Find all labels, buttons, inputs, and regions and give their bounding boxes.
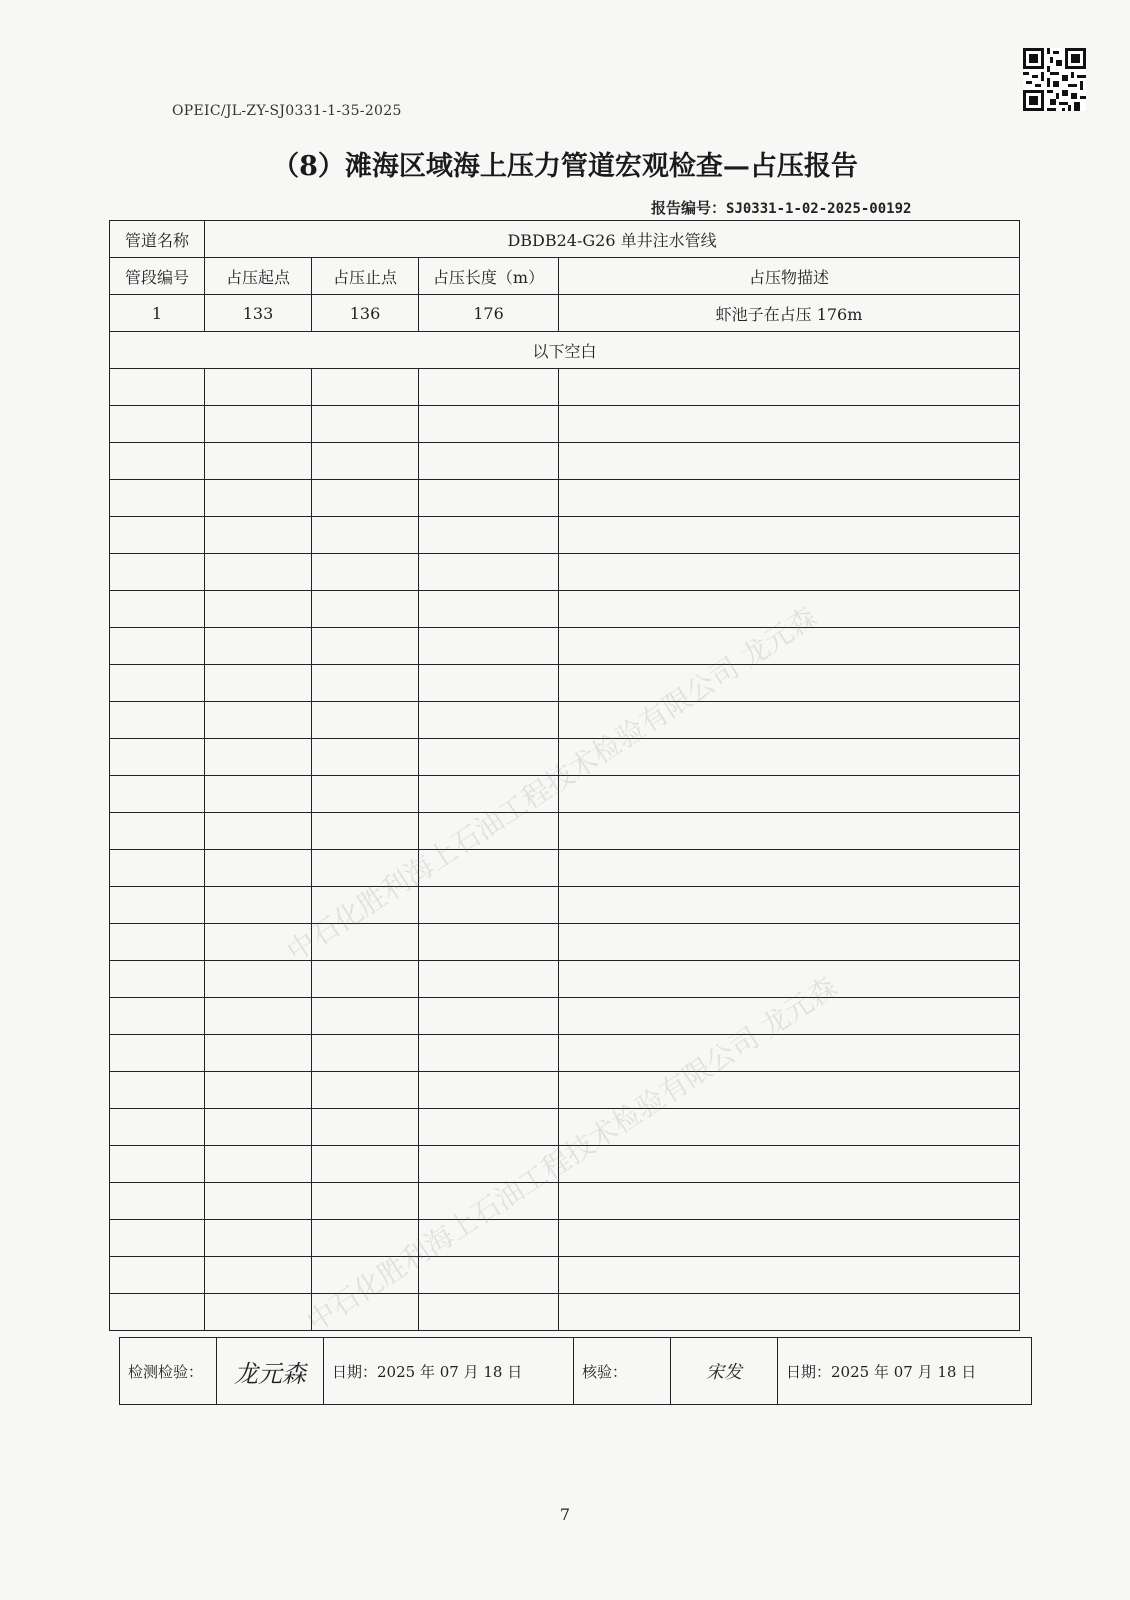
empty-cell [419,517,559,554]
empty-cell [205,813,312,850]
empty-cell [110,517,205,554]
empty-cell [110,813,205,850]
watermark: 中石化胜利海上石油工程技术检验有限公司 龙元森 [300,970,844,1339]
empty-cell [205,554,312,591]
empty-cell [312,887,419,924]
reviewer-signature [671,1338,778,1405]
empty-cell [419,850,559,887]
empty-cell [419,554,559,591]
empty-cell [205,1146,312,1183]
empty-cell [110,369,205,406]
empty-row [110,776,1020,813]
empty-cell [419,480,559,517]
empty-cell [419,776,559,813]
empty-cell [110,702,205,739]
empty-cell [110,628,205,665]
empty-cell [205,1109,312,1146]
empty-cell [419,1109,559,1146]
page-number: 7 [559,1505,571,1524]
empty-cell [312,1257,419,1294]
empty-cell [205,628,312,665]
empty-cell [312,850,419,887]
table-row [110,295,1020,332]
empty-cell [419,369,559,406]
empty-cell [559,628,1020,665]
empty-cell [559,406,1020,443]
empty-row [110,702,1020,739]
empty-row [110,739,1020,776]
empty-cell [419,1072,559,1109]
empty-cell [312,1220,419,1257]
empty-cell [205,1072,312,1109]
empty-row [110,480,1020,517]
empty-cell [559,850,1020,887]
empty-row [110,591,1020,628]
occupation-table [109,220,1020,1331]
empty-cell [110,850,205,887]
empty-row [110,813,1020,850]
empty-cell [419,813,559,850]
empty-cell [419,1220,559,1257]
empty-cell [419,1183,559,1220]
empty-row [110,1294,1020,1331]
empty-cell [110,1072,205,1109]
pipeline-name-row [110,221,1020,258]
segment-number: 1 [110,295,205,332]
watermark: 中石化胜利海上石油工程技术检验有限公司 龙元森 [280,600,824,969]
empty-cell [559,1109,1020,1146]
empty-cell [205,1257,312,1294]
blank-note: 以下空白 [110,332,1020,369]
empty-row [110,1220,1020,1257]
empty-cell [312,665,419,702]
pipeline-name-value: DBDB24-G26 单井注水管线 [205,221,1020,258]
occupation-start: 133 [205,295,312,332]
empty-cell [110,1220,205,1257]
reviewer-date: 日期：2025 年 07 月 18 日 [778,1338,1032,1405]
empty-cell [312,554,419,591]
column-header: 占压长度（m） [419,258,559,295]
empty-cell [559,1220,1020,1257]
empty-cell [110,1146,205,1183]
empty-cell [419,702,559,739]
empty-cell [559,702,1020,739]
empty-cell [312,1183,419,1220]
empty-cell [312,628,419,665]
empty-cell [110,887,205,924]
empty-cell [205,443,312,480]
empty-row [110,665,1020,702]
empty-cell [110,776,205,813]
empty-cell [419,1294,559,1331]
empty-cell [205,591,312,628]
empty-row [110,406,1020,443]
empty-row [110,1109,1020,1146]
empty-cell [312,1072,419,1109]
empty-row [110,924,1020,961]
empty-cell [419,443,559,480]
empty-cell [312,480,419,517]
empty-cell [419,406,559,443]
empty-cell [312,1146,419,1183]
inspector-label: 检测检验： [120,1338,217,1405]
empty-cell [205,961,312,998]
empty-cell [110,443,205,480]
empty-cell [559,517,1020,554]
empty-cell [559,1257,1020,1294]
empty-cell [312,591,419,628]
empty-cell [559,665,1020,702]
empty-row [110,1146,1020,1183]
empty-cell [312,443,419,480]
pipeline-name-label: 管道名称 [110,221,205,258]
empty-row [110,961,1020,998]
empty-cell [419,1257,559,1294]
empty-row [110,443,1020,480]
empty-cell [110,739,205,776]
empty-cell [419,1146,559,1183]
column-header: 管段编号 [110,258,205,295]
empty-cell [110,406,205,443]
empty-cell [559,813,1020,850]
empty-row [110,1183,1020,1220]
empty-row [110,850,1020,887]
empty-cell [312,369,419,406]
empty-cell [312,739,419,776]
occupation-end: 136 [312,295,419,332]
empty-cell [205,369,312,406]
empty-cell [419,1035,559,1072]
empty-cell [205,665,312,702]
empty-row [110,998,1020,1035]
empty-cell [205,1220,312,1257]
empty-cell [419,628,559,665]
empty-cell [559,1146,1020,1183]
empty-cell [110,1183,205,1220]
occupation-length: 176 [419,295,559,332]
empty-cell [419,739,559,776]
inspector-signature [217,1338,324,1405]
empty-cell [205,1183,312,1220]
empty-row [110,1035,1020,1072]
empty-cell [419,887,559,924]
empty-cell [110,1109,205,1146]
occupation-description: 虾池子在占压 176m [559,295,1020,332]
empty-cell [205,517,312,554]
empty-cell [110,924,205,961]
empty-cell [312,1109,419,1146]
empty-cell [205,887,312,924]
empty-cell [559,739,1020,776]
empty-row [110,1072,1020,1109]
empty-cell [205,776,312,813]
empty-cell [312,776,419,813]
empty-cell [312,406,419,443]
empty-row [110,887,1020,924]
empty-cell [559,591,1020,628]
column-header: 占压起点 [205,258,312,295]
empty-cell [559,443,1020,480]
empty-cell [110,480,205,517]
empty-cell [559,1294,1020,1331]
empty-cell [205,739,312,776]
empty-cell [559,554,1020,591]
empty-cell [110,554,205,591]
empty-cell [110,1294,205,1331]
empty-cell [205,1035,312,1072]
report-number-value: SJ0331-1-02-2025-00192 [726,201,912,217]
empty-row [110,369,1020,406]
empty-cell [312,1294,419,1331]
empty-cell [312,702,419,739]
empty-cell [110,591,205,628]
report-number-label: 报告编号： [651,199,727,217]
empty-cell [419,998,559,1035]
empty-cell [559,961,1020,998]
empty-cell [110,961,205,998]
document-code: OPEIC/JL-ZY-SJ0331-1-35-2025 [172,103,402,119]
empty-cell [205,480,312,517]
empty-cell [205,850,312,887]
empty-cell [419,591,559,628]
column-header: 占压物描述 [559,258,1020,295]
empty-cell [419,961,559,998]
blank-rows [110,369,1020,1331]
page-title: （8）滩海区域海上压力管道宏观检查—占压报告 [272,151,858,182]
empty-cell [205,702,312,739]
empty-row [110,1257,1020,1294]
empty-cell [559,776,1020,813]
reviewer-label: 核验： [574,1338,671,1405]
empty-cell [419,924,559,961]
empty-cell [419,665,559,702]
empty-cell [559,924,1020,961]
empty-cell [205,998,312,1035]
inspector-signature-text: 龙元森 [234,1359,306,1388]
empty-row [110,517,1020,554]
empty-row [110,554,1020,591]
empty-cell [559,998,1020,1035]
empty-cell [110,1257,205,1294]
empty-cell [110,1035,205,1072]
column-header: 占压止点 [312,258,419,295]
empty-cell [312,813,419,850]
empty-cell [205,924,312,961]
empty-cell [205,406,312,443]
empty-cell [205,1294,312,1331]
empty-row [110,628,1020,665]
empty-cell [559,1035,1020,1072]
inspector-date: 日期：2025 年 07 月 18 日 [324,1338,574,1405]
report-number [651,197,911,218]
empty-cell [559,1183,1020,1220]
empty-cell [559,369,1020,406]
empty-cell [312,961,419,998]
empty-cell [312,517,419,554]
blank-note-row [110,332,1020,369]
empty-cell [559,480,1020,517]
qr-code-icon [1023,48,1086,111]
empty-cell [312,1035,419,1072]
empty-cell [559,887,1020,924]
empty-cell [559,1072,1020,1109]
reviewer-signature-text: 宋发 [706,1362,742,1383]
empty-cell [110,665,205,702]
empty-cell [110,998,205,1035]
empty-cell [312,924,419,961]
header-row [110,258,1020,295]
empty-cell [312,998,419,1035]
signoff-table [119,1337,1032,1405]
